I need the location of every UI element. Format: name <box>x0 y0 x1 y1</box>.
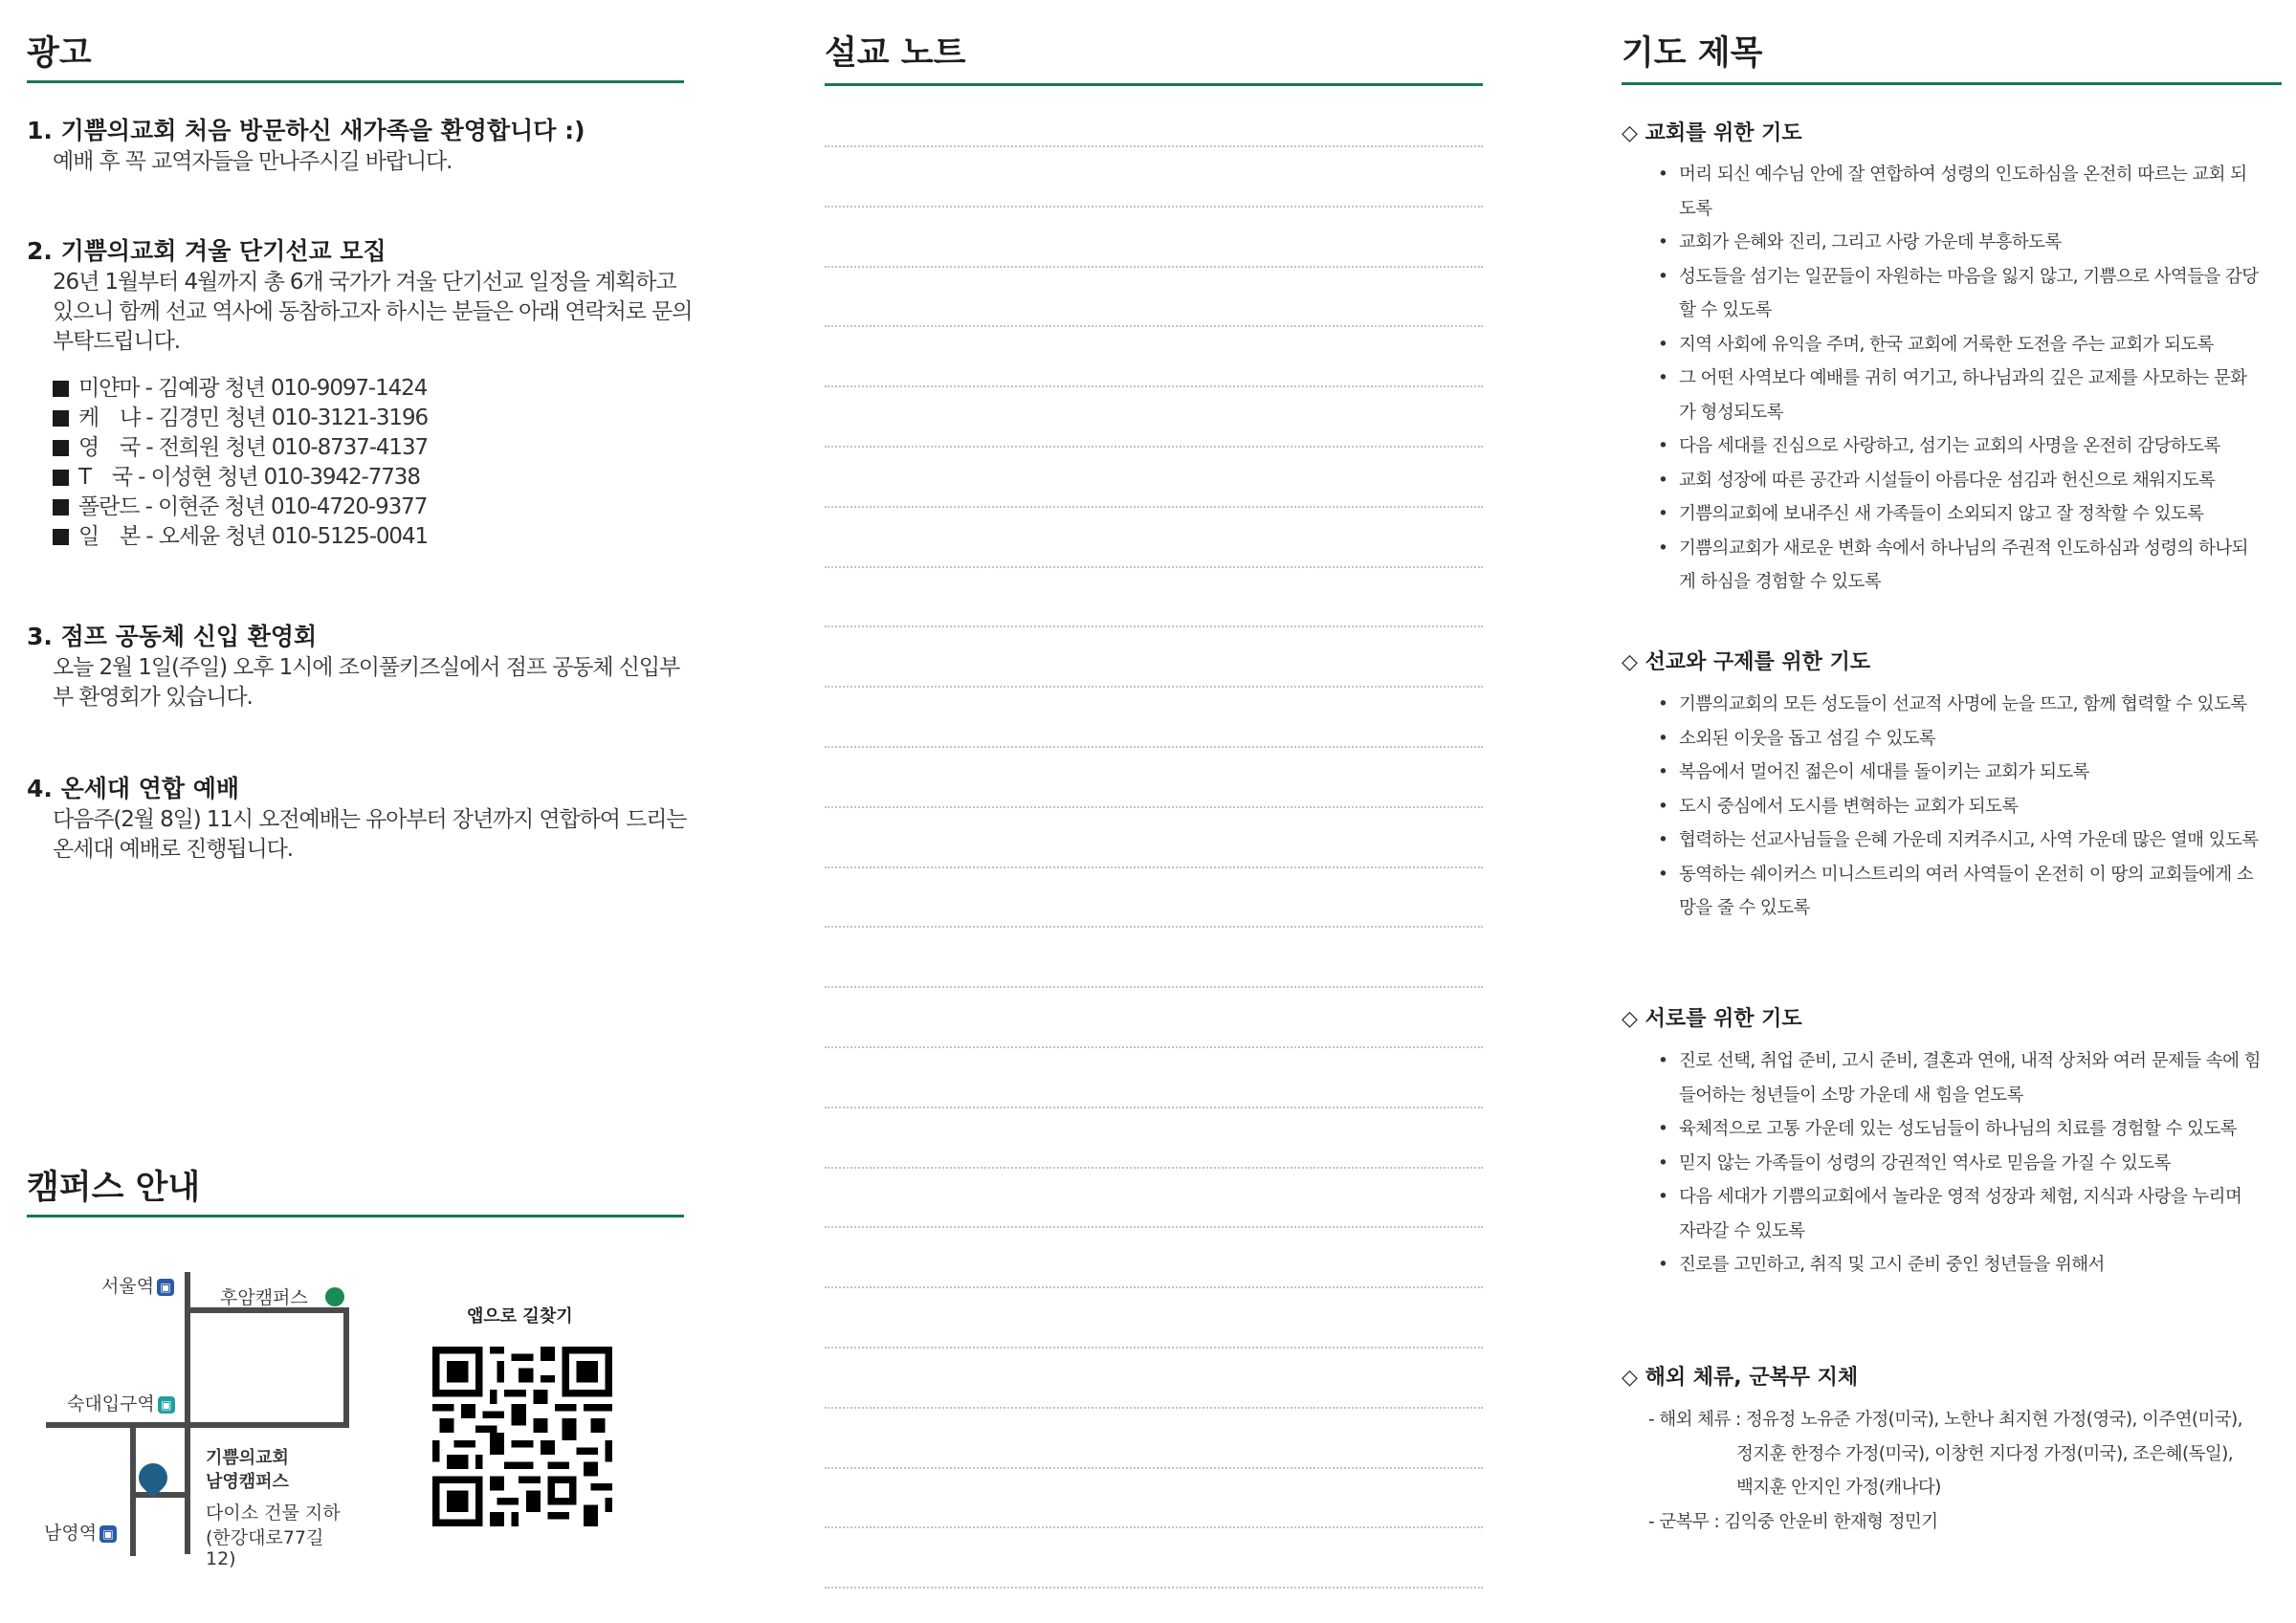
prayer-column <box>1622 0 2282 1623</box>
bullet-square-icon <box>53 499 69 515</box>
bullet-square-icon <box>53 410 69 427</box>
note-line <box>825 446 1483 448</box>
bullet-square-icon <box>53 470 69 486</box>
prayer-section-head: ◇ 서로를 위한 기도 <box>1622 1007 1802 1031</box>
subway-icon: ▣ <box>157 1279 174 1296</box>
note-line <box>825 325 1483 327</box>
prayer-section-head: ◇ 교회를 위한 기도 <box>1622 121 1802 145</box>
note-line <box>825 926 1483 928</box>
address-line: 12) <box>206 1548 236 1569</box>
note-line <box>825 506 1483 508</box>
building-label: 다이소 건물 지하 <box>206 1502 341 1524</box>
contact-item: 케 냐 - 김경민 청년 010-3121-3196 <box>53 404 684 433</box>
prayer-section-head: ◇ 선교와 구제를 위한 기도 <box>1622 650 1871 674</box>
prayer-item: • 도시 중심에서 도시를 변혁하는 교회가 되도록 <box>1658 790 2261 824</box>
ad-item-1 <box>27 115 684 177</box>
notes-title-rule <box>825 83 1483 86</box>
address-line: (한강대로77길 <box>206 1527 324 1548</box>
prayer-section-head: ◇ 해외 체류, 군복무 지체 <box>1622 1366 1859 1390</box>
note-line <box>825 1286 1483 1288</box>
bullet-square-icon <box>53 381 69 397</box>
note-line <box>825 566 1483 568</box>
campus-map <box>27 1253 438 1578</box>
bullet-square-icon <box>53 440 69 456</box>
station-namyeong: 남영역 ▣ <box>44 1519 117 1545</box>
campus-location-dot-icon <box>325 1287 344 1306</box>
notes-title: 설교 노트 <box>825 34 966 73</box>
ad-body: 예배 후 꼭 교역자들을 만나주시길 바랍니다. <box>53 149 453 174</box>
campus-huam-label: 후암캠퍼스 <box>220 1287 308 1308</box>
note-line <box>825 1407 1483 1409</box>
station-seoul: 서울역 ▣ <box>101 1272 174 1298</box>
note-line <box>825 1467 1483 1469</box>
ad-body: 다음주(2월 8일) 11시 오전예배는 유아부터 장년까지 연합하여 드리는 온세대 예배로 진행됩니다. <box>53 807 687 862</box>
contact-list <box>27 374 684 552</box>
note-line <box>825 266 1483 268</box>
prayer-item: • 기쁨의교회에 보내주신 새 가족들이 소외되지 않고 잘 정착할 수 있도록 <box>1658 497 2261 532</box>
ad-item-4 <box>27 773 687 865</box>
note-line <box>825 986 1483 988</box>
note-line <box>825 1226 1483 1228</box>
prayer-item: • 육체적으로 고통 가운데 있는 성도님들이 하나님의 치료를 경험할 수 있도록 <box>1658 1112 2261 1147</box>
note-line <box>825 625 1483 627</box>
note-line <box>825 1046 1483 1048</box>
contact-item: 영 국 - 전희원 청년 010-8737-4137 <box>53 433 684 463</box>
prayer-item: • 성도들을 섬기는 일꾼들이 자원하는 마음을 잃지 않고, 기쁨으로 사역들을 감당할 수 있도록 <box>1658 260 2261 328</box>
prayer-title-rule <box>1622 82 2282 85</box>
note-line <box>825 866 1483 868</box>
contact-item: 미얀마 - 김예광 청년 010-9097-1424 <box>53 374 684 404</box>
prayer-item: • 협력하는 선교사님들을 은혜 가운데 지켜주시고, 사역 가운데 많은 열매 있도록 <box>1658 823 2261 858</box>
campus-name: 남영캠퍼스 <box>206 1472 289 1492</box>
notes-column <box>825 0 1483 1623</box>
road <box>185 1272 190 1554</box>
note-line <box>825 1587 1483 1589</box>
campus-title-rule <box>27 1215 684 1217</box>
overseas-line: 백지훈 안지인 가정(캐나다) <box>1736 1478 1941 1498</box>
campus-title: 캠퍼스 안내 <box>27 1169 201 1207</box>
road <box>130 1422 136 1556</box>
prayer-item: • 기쁨의교회가 새로운 변화 속에서 하나님의 주권적 인도하심과 성령의 하나되게 하심을 경험할 수 있도록 <box>1658 532 2261 600</box>
ad-title: 4. 온세대 연합 예배 <box>27 775 240 802</box>
ad-title: 3. 점프 공동체 신입 환영회 <box>27 623 318 650</box>
overseas-list <box>1648 1403 2261 1539</box>
qr-caption: 앱으로 길찾기 <box>467 1306 573 1327</box>
contact-item: 일 본 - 오세윤 청년 010-5125-0041 <box>53 522 684 552</box>
road <box>343 1307 349 1428</box>
ad-item-3 <box>27 621 684 713</box>
note-line <box>825 206 1483 208</box>
prayer-item: • 교회가 은혜와 진리, 그리고 사랑 가운데 부흥하도록 <box>1658 226 2261 260</box>
prayer-item: • 소외된 이웃을 돕고 섬길 수 있도록 <box>1658 722 2261 757</box>
prayer-item: • 그 어떤 사역보다 예배를 귀히 여기고, 하나님과의 깊은 교제를 사모하는 문화가 형성되도록 <box>1658 362 2261 429</box>
ad-item-2 <box>27 235 693 552</box>
contact-item: 폴란드 - 이현준 청년 010-4720-9377 <box>53 493 684 522</box>
note-line <box>825 1526 1483 1528</box>
church-name: 기쁨의교회 <box>206 1448 289 1468</box>
note-line <box>825 1347 1483 1349</box>
prayer-list-church <box>1658 158 2261 600</box>
contact-item: T 국 - 이성현 청년 010-3942-7738 <box>53 463 684 493</box>
prayer-item: • 복음에서 멀어진 젊은이 세대를 돌이키는 교회가 되도록 <box>1658 756 2261 790</box>
prayer-item: • 진로를 고민하고, 취직 및 고시 준비 중인 청년들을 위해서 <box>1658 1248 2261 1283</box>
military-line: - 군복무 : 김익중 안운비 한재형 정민기 <box>1648 1511 1938 1532</box>
overseas-line: - 해외 체류 : 정유정 노유준 가정(미국), 노한나 최지현 가정(영국), 이주연(미국), <box>1648 1410 2242 1430</box>
ad-title: 2. 기쁨의교회 겨울 단기선교 모집 <box>27 237 386 265</box>
road <box>130 1492 190 1498</box>
prayer-item: • 머리 되신 예수님 안에 잘 연합하여 성령의 인도하심을 온전히 따르는 교회 되도록 <box>1658 158 2261 226</box>
prayer-title: 기도 제목 <box>1622 34 1763 73</box>
prayer-list-mission <box>1658 688 2261 926</box>
prayer-item: • 동역하는 쉐이커스 미니스트리의 여러 사역들이 온전히 이 땅의 교회들에게 소망을 줄 수 있도록 <box>1658 858 2261 926</box>
prayer-item: • 진로 선택, 취업 준비, 고시 준비, 결혼과 연애, 내적 상처와 여러 문제들 속에 힘들어하는 청년들이 소망 가운데 새 힘을 얻도록 <box>1658 1044 2261 1112</box>
road <box>46 1422 349 1428</box>
ads-title-rule <box>27 80 684 83</box>
qr-code-icon[interactable] <box>432 1347 612 1526</box>
prayer-item: • 다음 세대가 기쁨의교회에서 놀라운 영적 성장과 체험, 지식과 사랑을 누리며 자라갈 수 있도록 <box>1658 1180 2261 1248</box>
note-line <box>825 1167 1483 1169</box>
subway-icon: ▣ <box>158 1396 175 1414</box>
overseas-line: 정지훈 한정수 가정(미국), 이창헌 지다정 가정(미국), 조은혜(독일), <box>1736 1443 2234 1464</box>
ad-body: 26년 1월부터 4월까지 총 6개 국가가 겨울 단기선교 일정을 계획하고 있으니 함께 선교 역사에 동참하고자 하시는 분들은 아래 연락처로 문의 부탁드립니다. <box>53 270 693 354</box>
prayer-item: • 기쁨의교회의 모든 성도들이 선교적 사명에 눈을 뜨고, 함께 협력할 수 있도록 <box>1658 688 2261 722</box>
ads-title: 광고 <box>27 34 92 73</box>
note-line <box>825 145 1483 147</box>
prayer-item: • 교회 성장에 따른 공간과 시설들이 아름다운 섬김과 헌신으로 채워지도록 <box>1658 464 2261 498</box>
prayer-item: • 다음 세대를 진심으로 사랑하고, 섬기는 교회의 사명을 온전히 감당하도록 <box>1658 429 2261 464</box>
bullet-square-icon <box>53 529 69 545</box>
note-line <box>825 686 1483 688</box>
prayer-list-each-other <box>1658 1044 2261 1283</box>
note-line <box>825 385 1483 387</box>
note-line <box>825 806 1483 808</box>
station-sookdae: 숙대입구역 ▣ <box>67 1390 175 1415</box>
note-line <box>825 746 1483 748</box>
prayer-item: • 믿지 않는 가족들이 성령의 강권적인 역사로 믿음을 가질 수 있도록 <box>1658 1147 2261 1181</box>
subway-icon: ▣ <box>99 1525 117 1543</box>
ad-title: 1. 기쁨의교회 처음 방문하신 새가족을 환영합니다 :) <box>27 117 585 144</box>
ad-body: 오늘 2월 1일(주일) 오후 1시에 조이풀키즈실에서 점프 공동체 신입부부 환영회가 있습니다. <box>53 655 680 710</box>
note-line <box>825 1107 1483 1108</box>
prayer-item: • 지역 사회에 유익을 주며, 한국 교회에 거룩한 도전을 주는 교회가 되도록 <box>1658 328 2261 362</box>
